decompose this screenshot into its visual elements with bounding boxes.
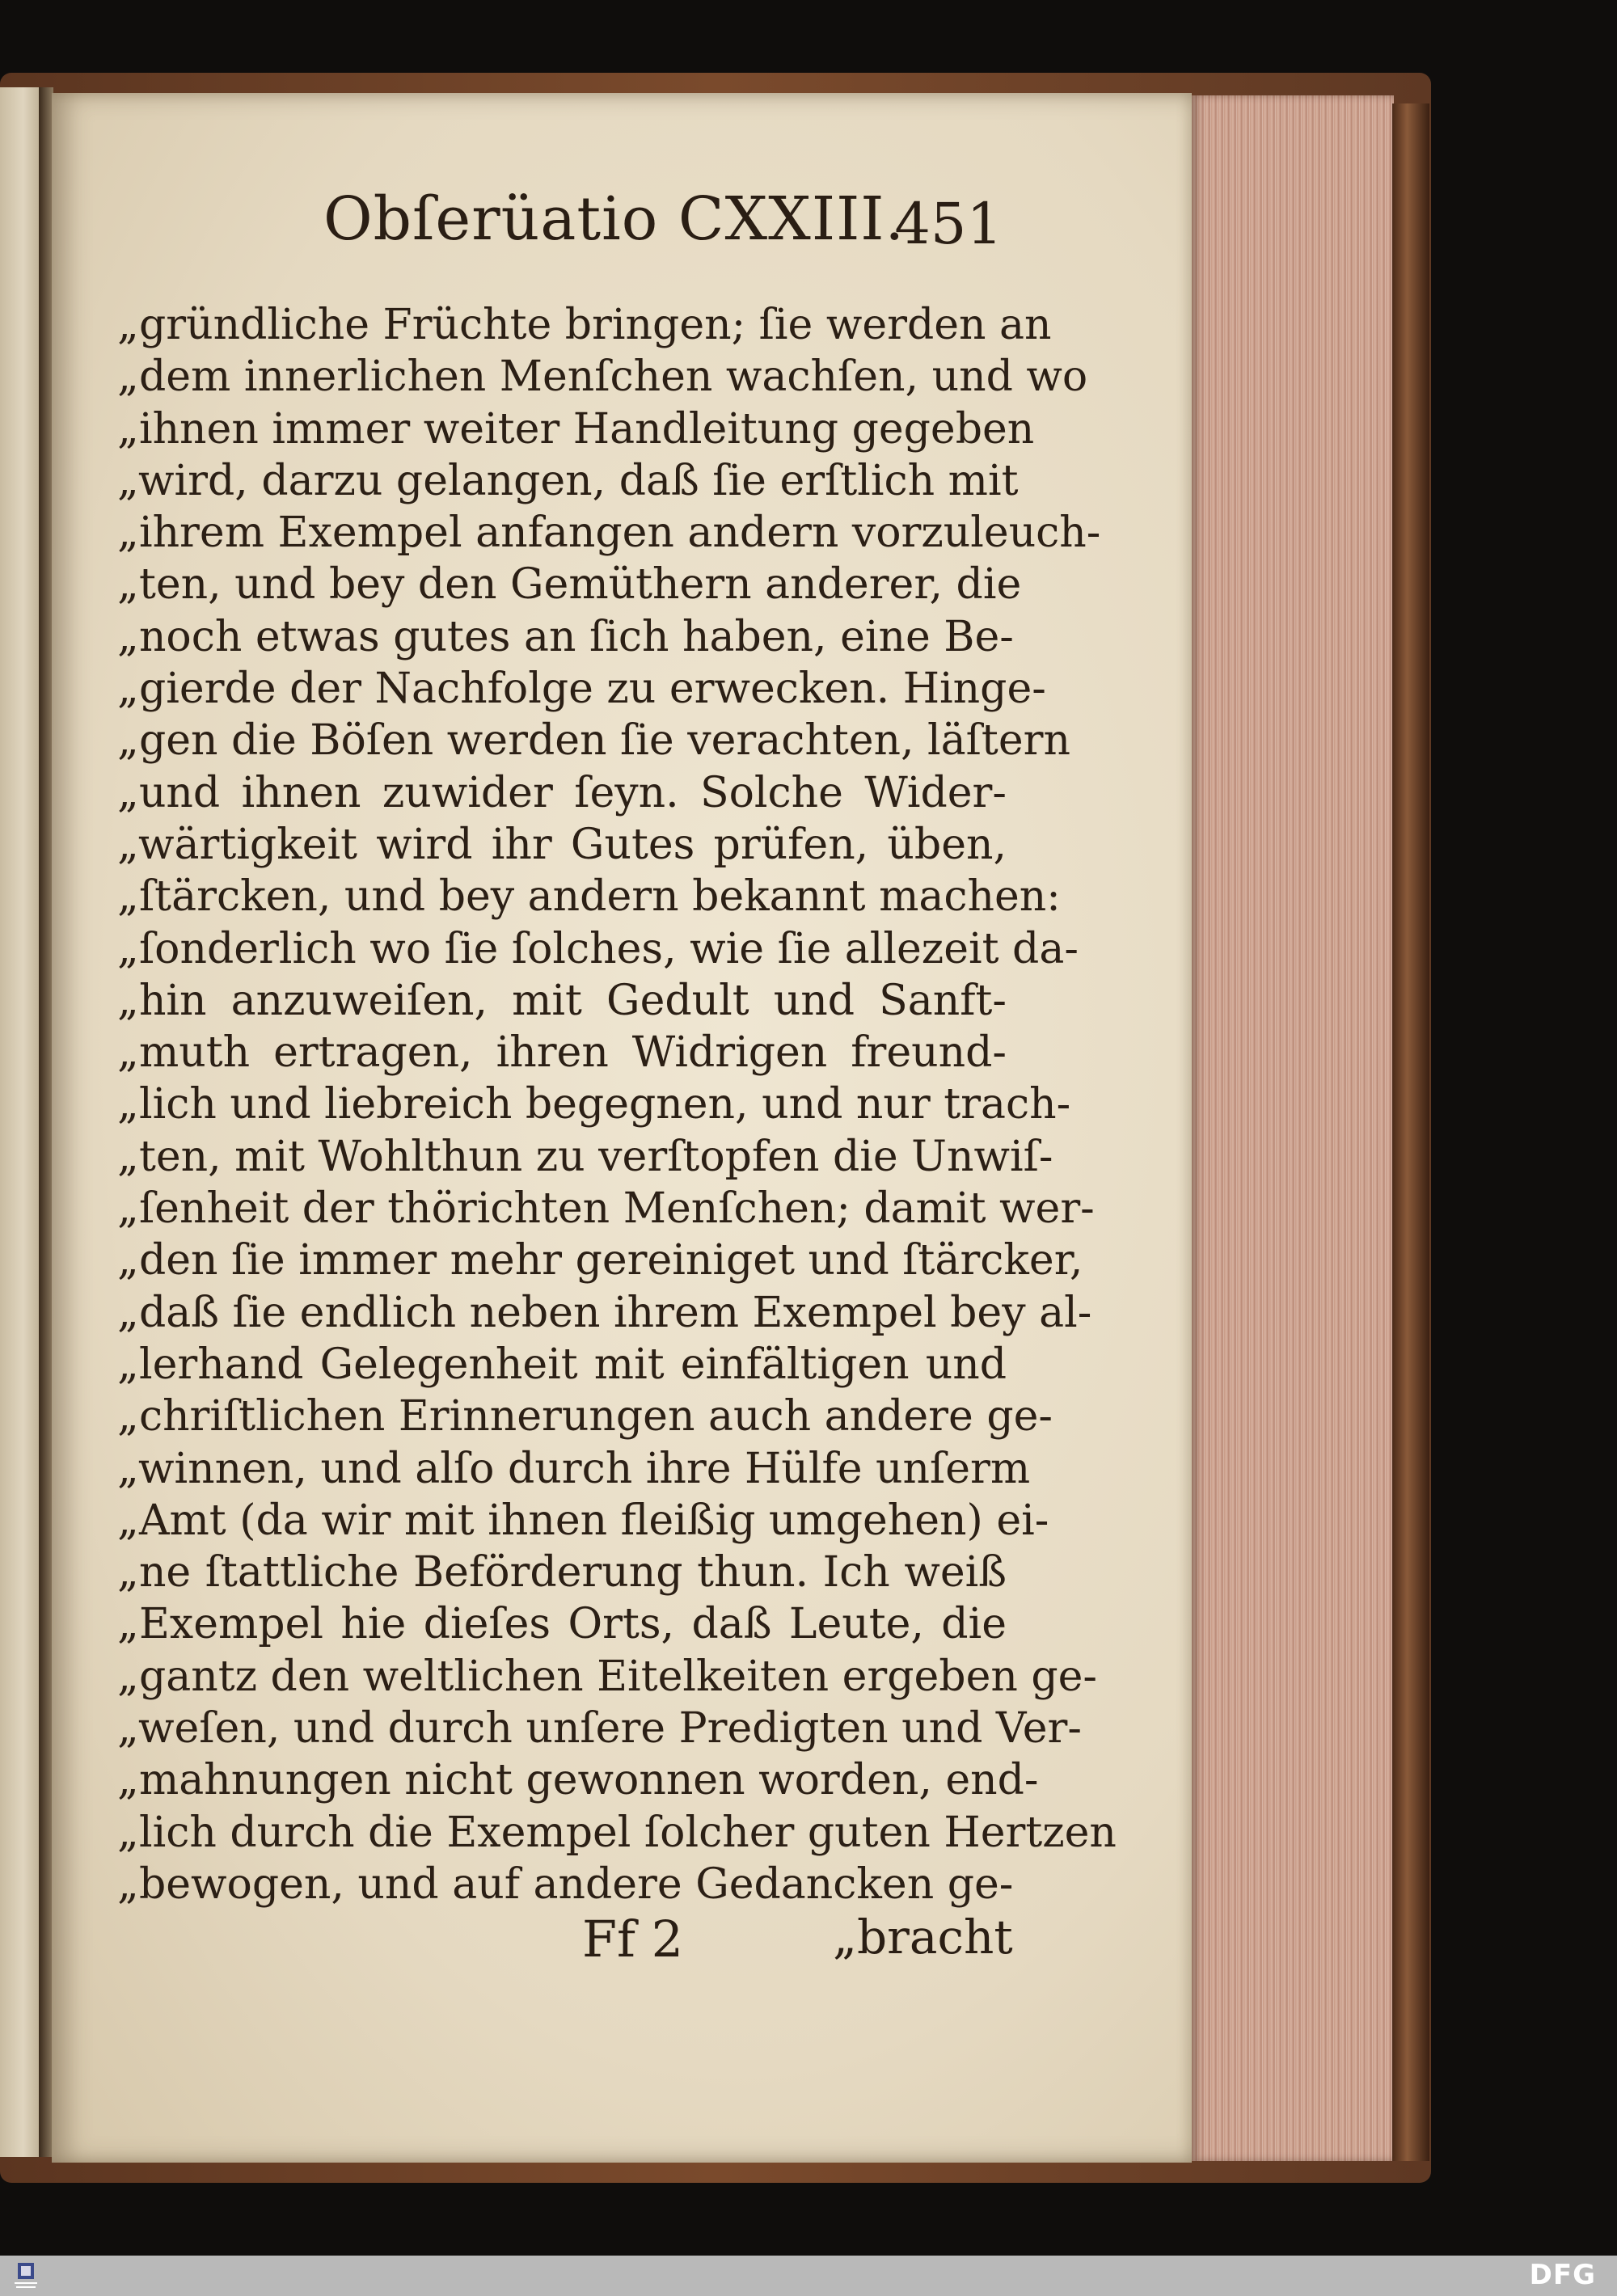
page-header (323, 184, 1003, 265)
page-number: 451 (894, 191, 1003, 257)
signature-mark: Ff 2 (582, 1910, 684, 1969)
text-line: „winnen, und alſo durch ihre Hülfe unſerm (117, 1444, 1031, 1493)
text-line: „mahnungen nicht gewonnen worden, end- (117, 1756, 1039, 1805)
text-line: „gantz den weltlichen Eitelkeiten ergeben ge- (117, 1652, 1097, 1701)
page-edges (1192, 95, 1394, 2161)
text-line: „noch etwas gutes an ſich haben, eine Be- (117, 612, 1014, 661)
text-line: „gen die Böſen werden ſie verachten, läſtern (117, 716, 1070, 766)
text-line: „gründliche Früchte bringen; ſie werden an (117, 301, 1052, 349)
text-line: „bewogen, und auf andere Gedancken ge- (117, 1859, 1014, 1909)
running-head: Obſerüatio CXXIII. (323, 184, 906, 254)
text-line: „lerhand Gelegenheit mit einfältigen und (117, 1340, 1007, 1389)
text-line: „lich durch die Exempel ſolcher guten Hertzen (117, 1808, 1117, 1857)
text-line: „ihnen immer weiter Handleitung gegeben (117, 404, 1035, 454)
dfg-logo: DFG (1529, 2259, 1596, 2291)
text-line: „wärtigkeit wird ihr Gutes prüfen, üben, (117, 820, 1007, 869)
text-line: „daß ſie endlich neben ihrem Exempel bey al- (117, 1288, 1092, 1337)
text-line: „den ſie immer mehr gereiniget und ſtärcker, (117, 1236, 1083, 1285)
viewer-footer-bar (0, 2256, 1617, 2296)
text-line: „ſenheit der thörichten Menſchen; damit wer- (117, 1184, 1095, 1234)
library-logo-icon (8, 2258, 44, 2294)
text-line: „Amt (da wir mit ihnen fleißig umgehen) ei- (117, 1496, 1049, 1545)
text-line: „Exempel hie dieſes Orts, daß Leute, die (117, 1600, 1007, 1649)
text-line: „ſtärcken, und bey andern bekannt machen: (117, 872, 1061, 922)
text-line: „hin anzuweiſen, mit Gedult und Sanft- (117, 976, 1007, 1025)
text-line: „ten, und bey den Gemüthern anderer, die (117, 560, 1022, 610)
text-line: „muth ertragen, ihren Widrigen freund- (117, 1028, 1007, 1078)
text-line: „weſen, und durch unſere Predigten und Ver- (117, 1704, 1082, 1754)
verso-page-edge (0, 87, 41, 2157)
text-line: „gierde der Nachfolge zu erwecken. Hinge- (117, 665, 1046, 714)
text-line: „und ihnen zuwider ſeyn. Solche Wider- (117, 768, 1007, 817)
text-line: „ne ſtattliche Beförderung thun. Ich weiß (117, 1548, 1007, 1597)
text-line: „ihrem Exempel anfangen andern vorzuleuch- (117, 509, 1101, 558)
binding-edge (1392, 103, 1429, 2161)
text-line: „lich und liebreich begegnen, und nur trach- (117, 1080, 1071, 1129)
text-line: „wird, darzu gelangen, daß ſie erſtlich mit (117, 456, 1019, 505)
text-line: „ſonderlich wo ſie ſolches, wie ſie allezeit da- (117, 924, 1079, 973)
text-line: „chriſtlichen Erinnerungen auch andere ge- (117, 1392, 1053, 1441)
catchword: „bracht (833, 1910, 1013, 1965)
text-line: „ten, mit Wohlthun zu verſtopfen die Unwiſ- (117, 1132, 1053, 1181)
text-line: „dem innerlichen Menſchen wachſen, und wo (117, 352, 1088, 402)
body-text (117, 299, 1117, 1910)
